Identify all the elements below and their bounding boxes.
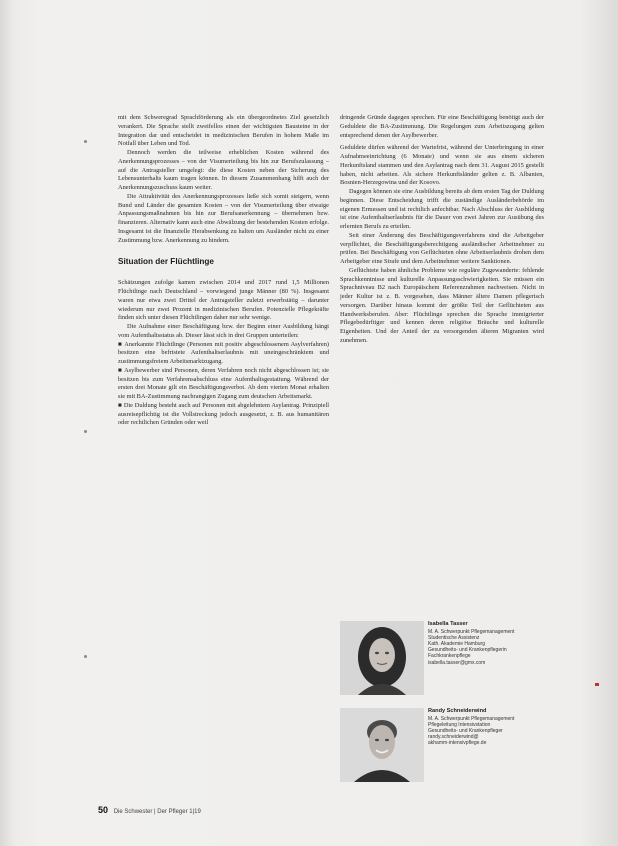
author-detail: Kath. Akademie Hamburg — [428, 641, 485, 648]
author-photo — [340, 708, 424, 782]
author-detail: M. A. Schwerpunkt Pflegemanagement — [428, 629, 515, 636]
bullet-item: ■ Asylbewerber sind Personen, deren Verfahren noch nicht abgeschlossen ist; sie besitzen bis zum Verfahrensabschluss eine Aufenthaltsgestattung. Während der ersten drei Monate gilt ein Beschäftigungsverbot. Ab dem vierten Monat erhalten sie mit BA-Zustimmung nachrangigen Zugang zum deutschen Arbeitsmarkt. — [118, 366, 329, 400]
author-info — [428, 708, 552, 747]
page-number: 50 — [98, 805, 109, 815]
bullet-item: ■ Die Duldung besteht auch auf Personen mit abgelehntem Asylantrag. Prinzipiell ausreisepflichtig ist die Vollstreckung jedoch ausgesetzt, z. B. aus humanitären oder rechtlichen Gründen oder weil — [118, 401, 329, 427]
author-name: Randy Schneiderwind — [428, 708, 487, 714]
paragraph: Geduldete dürfen während der Wartefrist, während der Unterbringung in einer Aufnahmeeinrichtung (6 Monate) und wenn sie aus einem sicheren Herkunftsland stammen und den Asylantrag nach dem 31. August 2015 gestellt haben, nicht arbeiten. Als sichere Herkunftsländer gelten z. B. Albanien, Bosnien-Herzegowina und der Kosovo. — [340, 144, 544, 187]
author-info — [428, 621, 552, 666]
author-detail: Gesundheits- und Krankenpflegerin — [428, 647, 507, 654]
scan-dot — [84, 430, 87, 433]
paragraph: Geflüchtete haben ähnliche Probleme wie reguläre Zugewanderte: fehlende Sprachkenntnisse und kulturelle Anpassungsschwierigkeiten. Sie müssen ein Sprachniveau B2 nach Europäischem Referenzrahmen nachweisen. Nicht in jeder Kultur ist z. B. vorgesehen, dass Männer ältere Damen pflegerisch versorgen. Darüber hinaus kommt der größte Teil der Geflüchteten aus Handwerksberufen. Aber: Flüchtlinge sprechen die Sprache immigrierter Pflegebedürftiger und kennen deren religiöse Bräuche und kulturelle Eigenheiten. Und der Anteil der zu versorgenden älteren Migranten wird zunehmen. — [340, 266, 544, 344]
author-detail: M. A. Schwerpunkt Pflegemanagement — [428, 716, 515, 723]
author-name: Isabella Tasser — [428, 621, 468, 627]
right-column — [340, 114, 544, 346]
paragraph: Dagegen können sie eine Ausbildung bereits ab dem ersten Tag der Duldung beginnen. Diese Entscheidung trifft die zuständige Ausländerbehörde im eigenen Ermessen und ist rechtlich anfechtbar. Nach Abschluss der Ausbildung ist eine Aufenthaltserlaubnis für die Dauer von zwei Jahren zur Ausübung des erlernten Berufs zu erteilen. — [340, 188, 544, 230]
author-detail: Studentische Assistenz — [428, 635, 480, 642]
paragraph: mit dem Schweregrad Sprachförderung als ein übergeordnetes Ziel gesetzlich verankert. Die Sprache stellt zweifellos einen der wichtigsten Bausteine in der Integration dar und entscheidet in medizinischen Berufen in hohem Maße im Notfall über Leben und Tod. — [118, 114, 329, 148]
portrait-man-icon — [340, 708, 424, 782]
author-detail: randy.schneiderwind@ — [428, 734, 479, 741]
scan-dot — [84, 140, 87, 143]
bullet-item: ■ Anerkannte Flüchtlinge (Personen mit positiv abgeschlossenem Asylverfahren) besitzen eine befristete Aufenthaltserlaubnis mit uneingeschränktem und zustimmungsfreiem Arbeitsmarktzugang. — [118, 340, 329, 365]
paragraph: Seit einer Änderung des Beschäftigungsverfahrens sind die Arbeitgeber verpflichtet, die Beschäftigungsberechtigung ausländischer Arbeitnehmer zu prüfen. Bei Beschäftigung von Geflüchteten ohne Arbeitserlaubnis drohen dem Arbeitgeber eine Strafe und dem Arbeitnehmer weitere Sanktionen. — [340, 231, 544, 265]
author-bio — [340, 708, 550, 782]
left-column — [118, 114, 329, 428]
paragraph: Die Attraktivität des Anerkennungsprozesses ließe sich somit steigern, wenn Bund und Länder die gesamten Kosten – von der Visumerteilung über etwaige Anpassungsmaßnahmen bis hin zur Berufsanerkennung – übernehmen bzw. finanzieren. Alternativ kann auch eine Abwälzung der bestehenden Kosten erfolge. Insgesamt ist die finanzielle Herabsenkung zu halten um Ausländer nicht zu einer Zustimmung bzw. Anerkennung zu hindern. — [118, 192, 329, 244]
section-heading: Situation der Flüchtlinge — [118, 257, 214, 267]
author-detail: Gesundheits- und Krankenpfleger — [428, 728, 503, 735]
author-detail: Pflegeleitung Intensivstation — [428, 722, 491, 729]
page-footer — [98, 805, 201, 815]
author-email: isabella.tasser@gmx.com — [428, 659, 486, 666]
paragraph: dringende Gründe dagegen sprechen. Für eine Beschäftigung benötigt auch der Geduldete die BA-Zustimmung. Die Regelungen zum Arbeitszugang gelten entsprechend denen der Asylbewerber. — [340, 114, 544, 139]
author-bio — [340, 621, 550, 695]
scan-mark — [595, 683, 599, 686]
paragraph: Dennoch werden die teilweise erheblichen Kosten während des Anerkennungsprozesses – von der Visumerteilung bis hin zur Berufszulassung – auf die Antragsteller umgelegt: die diese Kosten neben der Sicherung des Lebensunterhalts kaum tragen können. In diesem Zusammenhang hilft auch der Anerkennungszuschuss kaum weiter. — [118, 149, 329, 191]
author-email: akhamm-intensivpflege.de — [428, 740, 487, 747]
author-detail: Fachkrankenpflege — [428, 653, 471, 660]
author-photo — [340, 621, 424, 695]
paragraph: Die Aufnahme einer Beschäftigung bzw. der Beginn einer Ausbildung hängt vom Aufenthaltsstatus ab. Dieser lässt sich in drei Gruppen unterteilen: — [118, 323, 329, 339]
paragraph: Schätzungen zufolge kamen zwischen 2014 und 2017 rund 1,5 Millionen Flüchtlinge nach Deutschland – vorwiegend junge Männer (80 %). Insgesamt waren nur etwa zwei Drittel der Antragsteller zuletzt erwerbstätig – darunter wiederum nur zwei Prozent in medizinischen Berufen. Potenzielle Pflegekräfte finden sich unter diesen Flüchtlingen daher nur sehr wenige. — [118, 279, 329, 322]
scan-dot — [84, 655, 87, 658]
publication-name: Die Schwester | Der Pfleger 1|19 — [113, 809, 201, 815]
portrait-woman-icon — [340, 621, 424, 695]
